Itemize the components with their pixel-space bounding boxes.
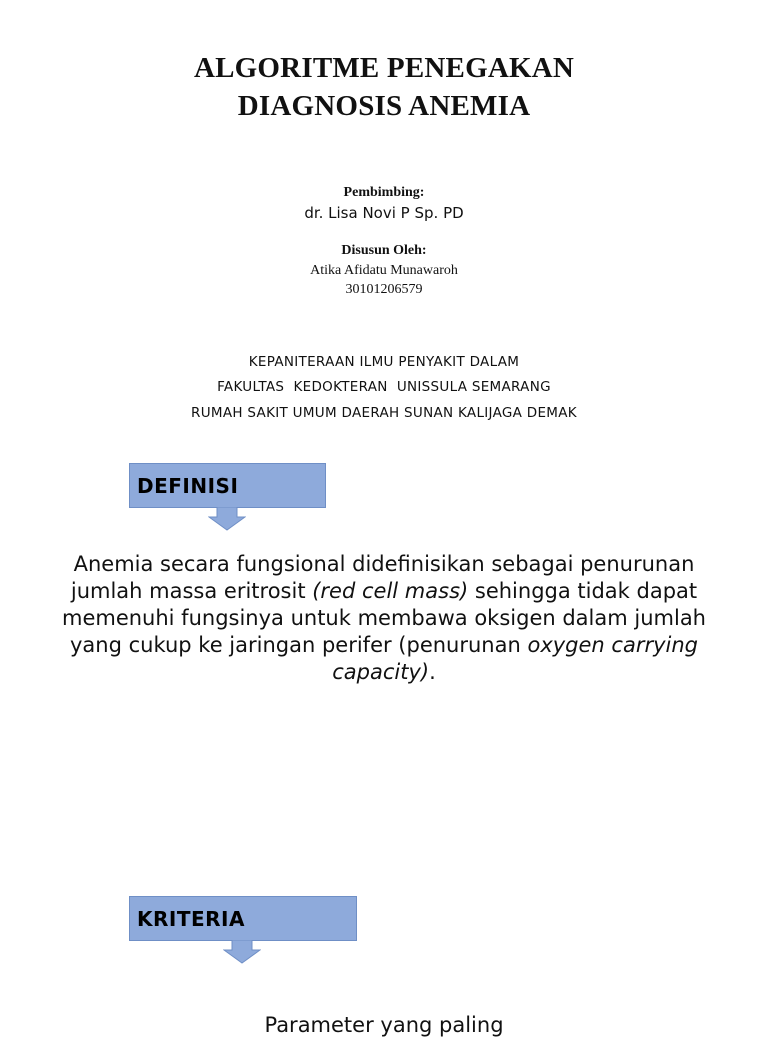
author-id: 30101206579 xyxy=(345,282,423,297)
kriteria-heading: KRITERIA xyxy=(137,907,245,931)
institution-line-1: KEPANITERAAN ILMU PENYAKIT DALAM xyxy=(248,354,520,370)
definisi-text-3: . xyxy=(429,660,436,684)
definisi-paragraph xyxy=(50,551,718,686)
kriteria-partial-text: Parameter yang paling xyxy=(264,1013,504,1037)
definisi-italic-1: (red cell mass) xyxy=(312,579,469,603)
definisi-down-arrow-icon xyxy=(208,507,246,531)
definisi-text-2: sehingga tidak dapat memenuhi fungsinya untuk membawa oksigen dalam jumlah yang cukup ke jaringan perifer (penurunan xyxy=(61,579,706,657)
author-label: Disusun Oleh: xyxy=(341,243,427,258)
author-name: Atika Afidatu Munawaroh xyxy=(310,263,458,278)
document-title-line-1: ALGORITME PENEGAKAN xyxy=(193,52,575,84)
document-title-line-2: DIAGNOSIS ANEMIA xyxy=(237,90,531,122)
kriteria-heading-box xyxy=(129,896,357,941)
supervisor-name: dr. Lisa Novi P Sp. PD xyxy=(304,204,464,222)
supervisor-label: Pembimbing: xyxy=(343,185,425,200)
definisi-italic-2: oxygen carrying capacity) xyxy=(332,633,698,684)
kriteria-down-arrow-icon xyxy=(223,940,261,964)
institution-line-2: FAKULTAS KEDOKTERAN UNISSULA SEMARANG xyxy=(217,379,551,395)
definisi-heading: DEFINISI xyxy=(137,474,239,498)
institution-line-3: RUMAH SAKIT UMUM DAERAH SUNAN KALIJAGA DEMAK xyxy=(191,405,577,421)
definisi-heading-box xyxy=(129,463,326,508)
definisi-text-1: Anemia secara fungsional didefinisikan sebagai penurunan jumlah massa eritrosit xyxy=(70,552,695,603)
